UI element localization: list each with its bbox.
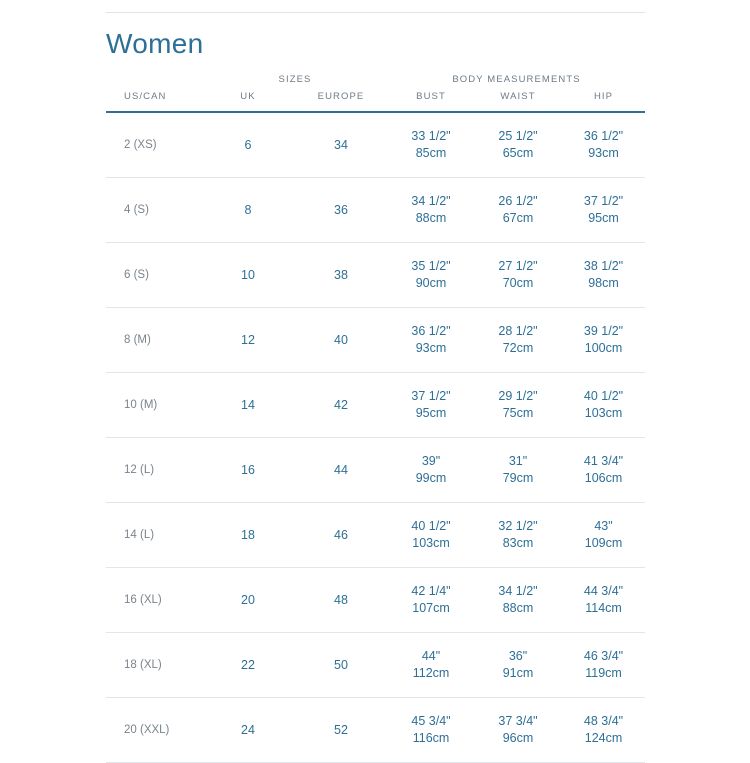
cell-uscan: 8 (M)	[106, 308, 202, 373]
hip-cm: 95cm	[588, 211, 619, 225]
cell-uscan: 6 (S)	[106, 243, 202, 308]
bust-inches: 42 1/4"	[411, 584, 451, 598]
bust-cm: 93cm	[415, 341, 447, 355]
cell-uk: 20	[202, 568, 294, 633]
bust-inches: 40 1/2"	[411, 519, 451, 533]
group-header-sizes: SIZES	[278, 74, 312, 85]
cell-uk: 22	[202, 633, 294, 698]
cell-hip	[562, 373, 645, 438]
cell-hip	[562, 178, 645, 243]
cell-waist	[474, 113, 562, 178]
hip-inches: 41 3/4"	[583, 454, 624, 468]
waist-cm: 67cm	[502, 211, 534, 225]
cell-hip	[562, 698, 645, 763]
hip-inches: 40 1/2"	[583, 389, 624, 403]
cell-europe: 48	[294, 568, 388, 633]
column-header-europe: EUROPE	[317, 91, 365, 102]
group-header-row	[106, 74, 645, 91]
waist-inches: 27 1/2"	[498, 259, 538, 273]
bust-cm: 95cm	[415, 406, 447, 420]
waist-inches: 29 1/2"	[498, 389, 538, 403]
cell-hip	[562, 503, 645, 568]
cell-hip	[562, 438, 645, 503]
cell-uk: 14	[202, 373, 294, 438]
bust-inches: 37 1/2"	[411, 389, 451, 403]
cell-waist	[474, 178, 562, 243]
waist-cm: 83cm	[502, 536, 534, 550]
cell-hip	[562, 308, 645, 373]
table-row	[106, 633, 645, 698]
column-header-row	[106, 91, 645, 111]
bust-inches: 33 1/2"	[411, 129, 451, 143]
cell-bust	[388, 568, 474, 633]
cell-waist	[474, 243, 562, 308]
cell-uk: 18	[202, 503, 294, 568]
waist-cm: 88cm	[502, 601, 534, 615]
hip-cm: 100cm	[584, 341, 623, 355]
cell-hip	[562, 633, 645, 698]
cell-uscan: 12 (L)	[106, 438, 202, 503]
bust-cm: 88cm	[415, 211, 447, 225]
cell-waist	[474, 698, 562, 763]
cell-europe: 34	[294, 113, 388, 178]
table-row	[106, 503, 645, 568]
cell-uk: 10	[202, 243, 294, 308]
waist-inches: 32 1/2"	[498, 519, 538, 533]
cell-waist	[474, 503, 562, 568]
top-divider	[106, 12, 645, 13]
bust-inches: 35 1/2"	[411, 259, 451, 273]
table-row	[106, 698, 645, 763]
cell-uscan: 4 (S)	[106, 178, 202, 243]
hip-inches: 39 1/2"	[583, 324, 624, 338]
waist-inches: 25 1/2"	[498, 129, 538, 143]
bust-cm: 90cm	[415, 276, 447, 290]
hip-inches: 43"	[594, 519, 613, 533]
cell-bust	[388, 373, 474, 438]
waist-cm: 72cm	[502, 341, 534, 355]
table-row	[106, 178, 645, 243]
page-title: Women	[106, 28, 204, 59]
hip-inches: 46 3/4"	[583, 649, 624, 663]
hip-cm: 114cm	[585, 601, 622, 615]
bust-inches: 34 1/2"	[411, 194, 451, 208]
cell-europe: 40	[294, 308, 388, 373]
cell-bust	[388, 503, 474, 568]
waist-cm: 91cm	[502, 666, 534, 680]
waist-inches: 31"	[508, 454, 528, 468]
cell-europe: 50	[294, 633, 388, 698]
hip-inches: 44 3/4"	[583, 584, 624, 598]
column-header-hip: HIP	[593, 91, 614, 102]
waist-inches: 37 3/4"	[498, 714, 538, 728]
cell-uscan: 2 (XS)	[106, 113, 202, 178]
waist-cm: 79cm	[502, 471, 534, 485]
table-row	[106, 243, 645, 308]
size-chart-table	[106, 74, 645, 763]
cell-europe: 42	[294, 373, 388, 438]
cell-europe: 46	[294, 503, 388, 568]
cell-uk: 6	[202, 113, 294, 178]
waist-inches: 28 1/2"	[498, 324, 538, 338]
cell-bust	[388, 698, 474, 763]
table-row	[106, 373, 645, 438]
group-header-blank	[106, 74, 202, 91]
bust-cm: 112cm	[412, 666, 450, 680]
waist-cm: 96cm	[502, 731, 534, 745]
cell-uscan: 10 (M)	[106, 373, 202, 438]
waist-cm: 65cm	[502, 146, 534, 160]
cell-hip	[562, 113, 645, 178]
cell-waist	[474, 373, 562, 438]
cell-europe: 44	[294, 438, 388, 503]
table-header	[106, 74, 645, 113]
waist-cm: 75cm	[502, 406, 534, 420]
cell-bust	[388, 243, 474, 308]
group-header-body-measurements: BODY MEASUREMENTS	[452, 74, 581, 85]
bust-inches: 45 3/4"	[411, 714, 451, 728]
cell-uk: 24	[202, 698, 294, 763]
waist-inches: 34 1/2"	[498, 584, 538, 598]
hip-cm: 106cm	[584, 471, 623, 485]
hip-inches: 48 3/4"	[583, 714, 624, 728]
hip-inches: 36 1/2"	[583, 129, 624, 143]
cell-waist	[474, 633, 562, 698]
hip-cm: 119cm	[585, 666, 622, 680]
bust-cm: 107cm	[412, 601, 450, 615]
cell-bust	[388, 113, 474, 178]
hip-inches: 38 1/2"	[583, 259, 624, 273]
cell-uscan: 20 (XXL)	[106, 698, 202, 763]
cell-uk: 12	[202, 308, 294, 373]
cell-bust	[388, 438, 474, 503]
column-header-waist: WAIST	[500, 91, 536, 102]
column-header-uscan: US/CAN	[124, 91, 167, 102]
table-body	[106, 113, 645, 763]
table-row	[106, 113, 645, 178]
bust-cm: 99cm	[415, 471, 447, 485]
cell-europe: 38	[294, 243, 388, 308]
cell-waist	[474, 568, 562, 633]
cell-europe: 36	[294, 178, 388, 243]
cell-bust	[388, 178, 474, 243]
waist-inches: 36"	[508, 649, 528, 663]
cell-hip	[562, 568, 645, 633]
cell-uscan: 16 (XL)	[106, 568, 202, 633]
cell-hip	[562, 243, 645, 308]
cell-europe: 52	[294, 698, 388, 763]
column-header-bust: BUST	[416, 91, 446, 102]
bust-cm: 116cm	[412, 731, 450, 745]
bust-cm: 103cm	[412, 536, 450, 550]
bust-inches: 36 1/2"	[411, 324, 451, 338]
waist-cm: 70cm	[502, 276, 534, 290]
cell-bust	[388, 308, 474, 373]
bust-cm: 85cm	[415, 146, 447, 160]
hip-inches: 37 1/2"	[583, 194, 624, 208]
cell-uscan: 18 (XL)	[106, 633, 202, 698]
cell-waist	[474, 308, 562, 373]
cell-uscan: 14 (L)	[106, 503, 202, 568]
waist-inches: 26 1/2"	[498, 194, 538, 208]
hip-cm: 93cm	[588, 146, 619, 160]
hip-cm: 98cm	[588, 276, 619, 290]
cell-waist	[474, 438, 562, 503]
bust-inches: 39"	[421, 454, 441, 468]
bust-inches: 44"	[421, 649, 441, 663]
table-row	[106, 438, 645, 503]
cell-uk: 8	[202, 178, 294, 243]
cell-bust	[388, 633, 474, 698]
table-row	[106, 308, 645, 373]
table-row	[106, 568, 645, 633]
hip-cm: 103cm	[584, 406, 623, 420]
column-header-uk: UK	[240, 91, 256, 102]
hip-cm: 124cm	[584, 731, 623, 745]
cell-uk: 16	[202, 438, 294, 503]
hip-cm: 109cm	[584, 536, 623, 550]
